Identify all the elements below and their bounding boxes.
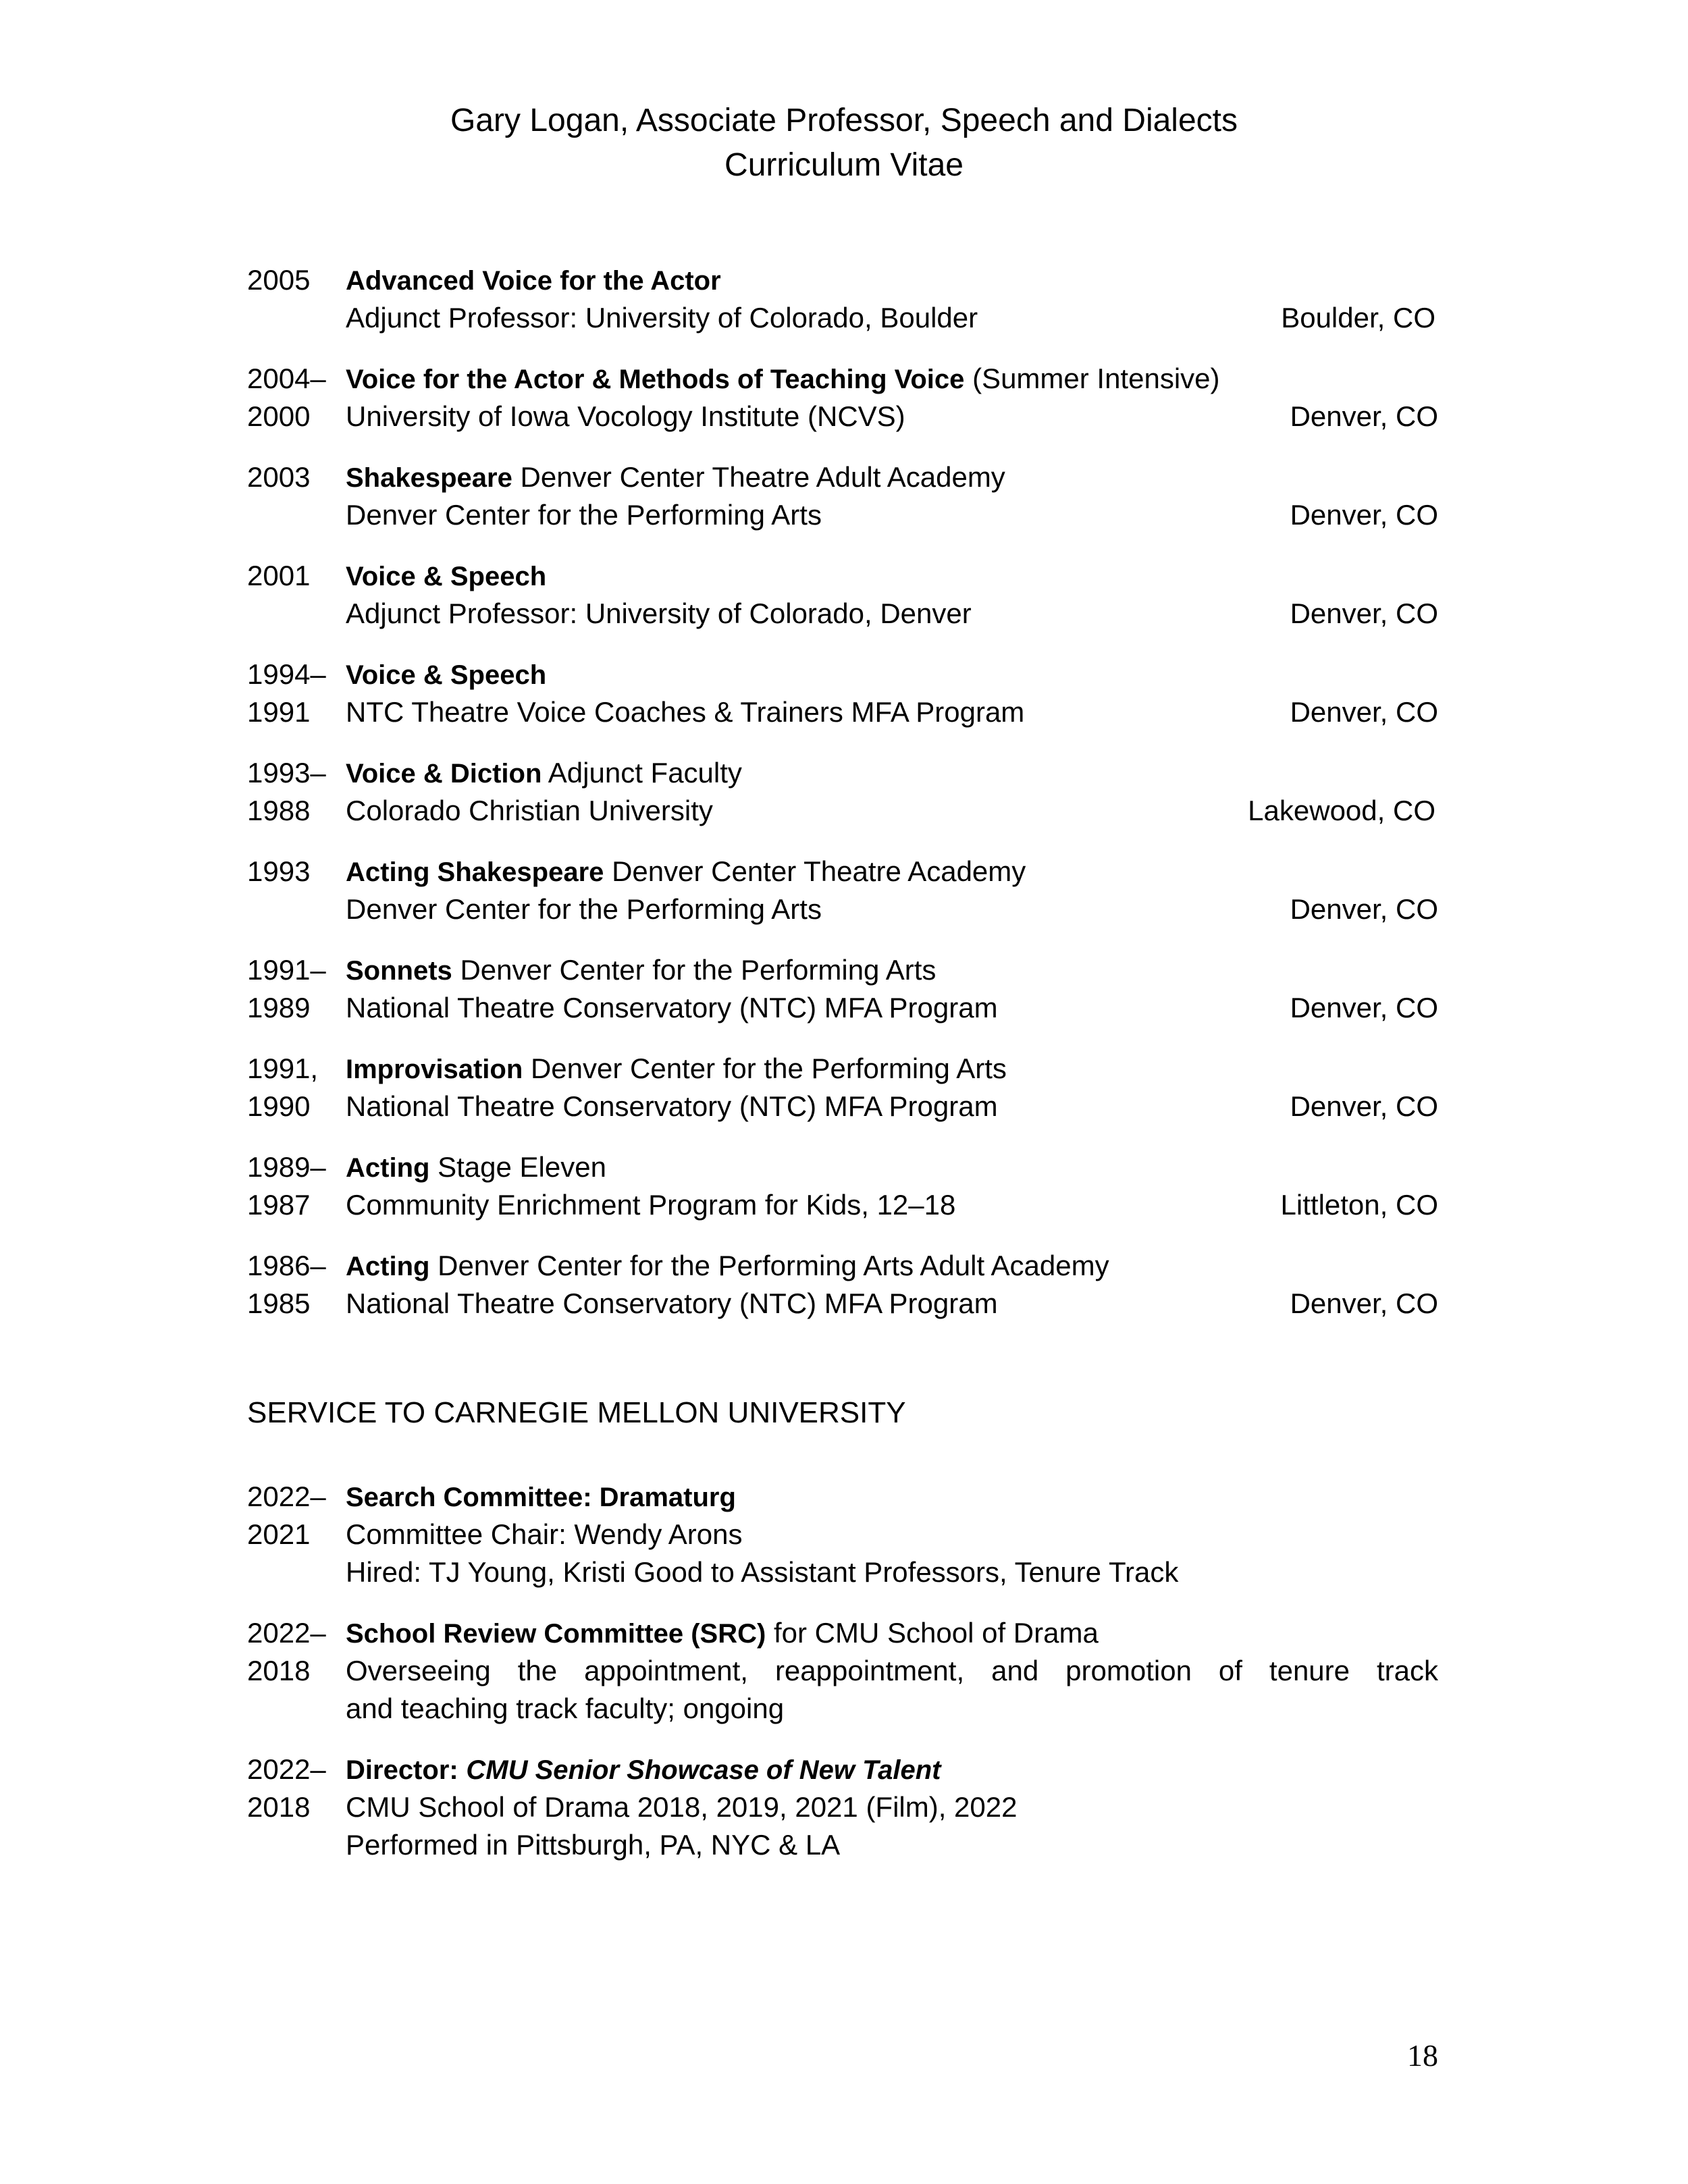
entry-location: Denver, CO xyxy=(1290,893,1438,925)
teaching-entry xyxy=(247,1053,1438,1128)
entry-year-start: 1989– xyxy=(247,1151,326,1183)
entry-location: Denver, CO xyxy=(1290,1287,1438,1319)
entry-title: Voice & Speech xyxy=(346,660,547,690)
entry-year-start: 2005 xyxy=(247,264,311,296)
entry-year-start: 1993– xyxy=(247,757,326,789)
entry-year-end: 1988 xyxy=(247,795,311,826)
cv-name-title: Gary Logan, Associate Professor, Speech and Dialects xyxy=(450,103,1238,138)
entry-year-start: 1986– xyxy=(247,1250,326,1281)
entry-detail: Performed in Pittsburgh, PA, NYC & LA xyxy=(346,1829,841,1861)
entry-location: Denver, CO xyxy=(1290,1090,1438,1122)
entry-title: Voice & Speech xyxy=(346,562,547,591)
entry-detail: CMU School of Drama 2018, 2019, 2021 (Film), 2022 xyxy=(346,1791,1018,1823)
entry-year-start: 1991– xyxy=(247,954,326,986)
entry-title-detail: (Summer Intensive) xyxy=(972,363,1220,394)
entry-detail: and teaching track faculty; ongoing xyxy=(346,1693,785,1724)
entry-title: Voice for the Actor & Methods of Teaching Voice xyxy=(346,365,965,394)
entry-detail: Adjunct Professor: University of Colorado, Boulder xyxy=(346,302,978,334)
entry-title: Acting xyxy=(346,1252,430,1281)
service-entry xyxy=(247,1481,1438,1594)
service-entry xyxy=(247,1753,1438,1867)
cv-subtitle: Curriculum Vitae xyxy=(724,147,964,183)
entry-location: Denver, CO xyxy=(1290,597,1438,629)
teaching-entry xyxy=(247,1250,1438,1325)
entry-title-detail: Denver Center for the Performing Arts xyxy=(530,1053,1007,1084)
entry-detail: Community Enrichment Program for Kids, 12–18 xyxy=(346,1189,956,1221)
entry-year-end: 1990 xyxy=(247,1090,311,1122)
entry-title-detail: Denver Center Theatre Academy xyxy=(612,855,1026,887)
entry-detail: Committee Chair: Wendy Arons xyxy=(346,1518,743,1550)
entry-detail: Denver Center for the Performing Arts xyxy=(346,499,822,531)
page-header xyxy=(0,99,1688,188)
entry-location: Lakewood, CO xyxy=(1248,795,1435,826)
entry-title: Voice & Diction xyxy=(346,759,542,789)
entry-year-start: 2022– xyxy=(247,1481,326,1512)
entry-detail: NTC Theatre Voice Coaches & Trainers MFA Program xyxy=(346,696,1025,728)
teaching-entry xyxy=(247,658,1438,734)
entry-location: Denver, CO xyxy=(1290,400,1438,432)
entry-detail: Colorado Christian University xyxy=(346,795,713,826)
entry-year-start: 2022– xyxy=(247,1753,326,1785)
entry-title-italic: CMU Senior Showcase of New Talent xyxy=(466,1755,941,1785)
entry-title: Shakespeare xyxy=(346,463,512,493)
entry-title: Acting Shakespeare xyxy=(346,857,604,887)
entry-detail: University of Iowa Vocology Institute (NCVS) xyxy=(346,400,905,432)
entry-location: Littleton, CO xyxy=(1280,1189,1438,1221)
entry-year-end: 1985 xyxy=(247,1287,311,1319)
entry-year-start: 2001 xyxy=(247,560,311,591)
service-entry xyxy=(247,1617,1438,1730)
section-heading-service: SERVICE TO CARNEGIE MELLON UNIVERSITY xyxy=(247,1396,906,1429)
entry-title-detail: Adjunct Faculty xyxy=(548,757,742,789)
teaching-entry xyxy=(247,363,1438,438)
entry-year-end: 1989 xyxy=(247,992,311,1023)
entry-title: Director: xyxy=(346,1755,458,1785)
entry-title: Advanced Voice for the Actor xyxy=(346,266,721,296)
entry-detail: Hired: TJ Young, Kristi Good to Assistant Professors, Tenure Track xyxy=(346,1556,1179,1588)
entry-year-start: 1994– xyxy=(247,658,326,690)
entry-detail: Denver Center for the Performing Arts xyxy=(346,893,822,925)
entry-title-detail: Denver Center for the Performing Arts Adult Academy xyxy=(438,1250,1109,1281)
entry-title-detail: for CMU School of Drama xyxy=(774,1617,1099,1649)
entry-year-end: 2000 xyxy=(247,400,311,432)
entry-title: School Review Committee (SRC) xyxy=(346,1619,766,1649)
entry-title-detail: Stage Eleven xyxy=(438,1151,606,1183)
teaching-entry xyxy=(247,855,1438,931)
teaching-entry xyxy=(247,560,1438,635)
entry-detail: National Theatre Conservatory (NTC) MFA Program xyxy=(346,992,998,1023)
entry-detail: National Theatre Conservatory (NTC) MFA Program xyxy=(346,1090,998,1122)
entry-title: Search Committee: Dramaturg xyxy=(346,1483,736,1512)
entry-detail: National Theatre Conservatory (NTC) MFA Program xyxy=(346,1287,998,1319)
entry-title: Acting xyxy=(346,1153,430,1183)
entry-title-detail: Denver Center Theatre Adult Academy xyxy=(520,461,1005,493)
teaching-entry xyxy=(247,757,1438,832)
entry-year-end: 2018 xyxy=(247,1791,311,1823)
teaching-entry xyxy=(247,461,1438,537)
entry-location: Denver, CO xyxy=(1290,992,1438,1023)
page-number: 18 xyxy=(1407,2038,1438,2073)
teaching-entry xyxy=(247,1151,1438,1227)
entry-year-start: 1991, xyxy=(247,1053,319,1084)
entry-year-start: 2003 xyxy=(247,461,311,493)
entry-year-end: 1991 xyxy=(247,696,311,728)
entry-year-end: 1987 xyxy=(247,1189,311,1221)
entry-title: Sonnets xyxy=(346,956,452,986)
teaching-entry xyxy=(247,954,1438,1030)
entry-location: Denver, CO xyxy=(1290,499,1438,531)
teaching-entry xyxy=(247,264,1438,340)
cv-content xyxy=(247,264,1438,1890)
entry-year-start: 2022– xyxy=(247,1617,326,1649)
entry-year-start: 1993 xyxy=(247,855,311,887)
entry-location: Boulder, CO xyxy=(1281,302,1435,334)
entry-year-end: 2021 xyxy=(247,1518,311,1550)
entry-year-end: 2018 xyxy=(247,1655,311,1686)
entry-year-start: 2004– xyxy=(247,363,326,394)
entry-detail: Adjunct Professor: University of Colorado, Denver xyxy=(346,597,972,629)
entry-title: Improvisation xyxy=(346,1055,523,1084)
entry-location: Denver, CO xyxy=(1290,696,1438,728)
entry-title-detail: Denver Center for the Performing Arts xyxy=(460,954,937,986)
entry-detail: Overseeing the appointment, reappointment, and promotion of tenure track xyxy=(346,1655,1438,1686)
